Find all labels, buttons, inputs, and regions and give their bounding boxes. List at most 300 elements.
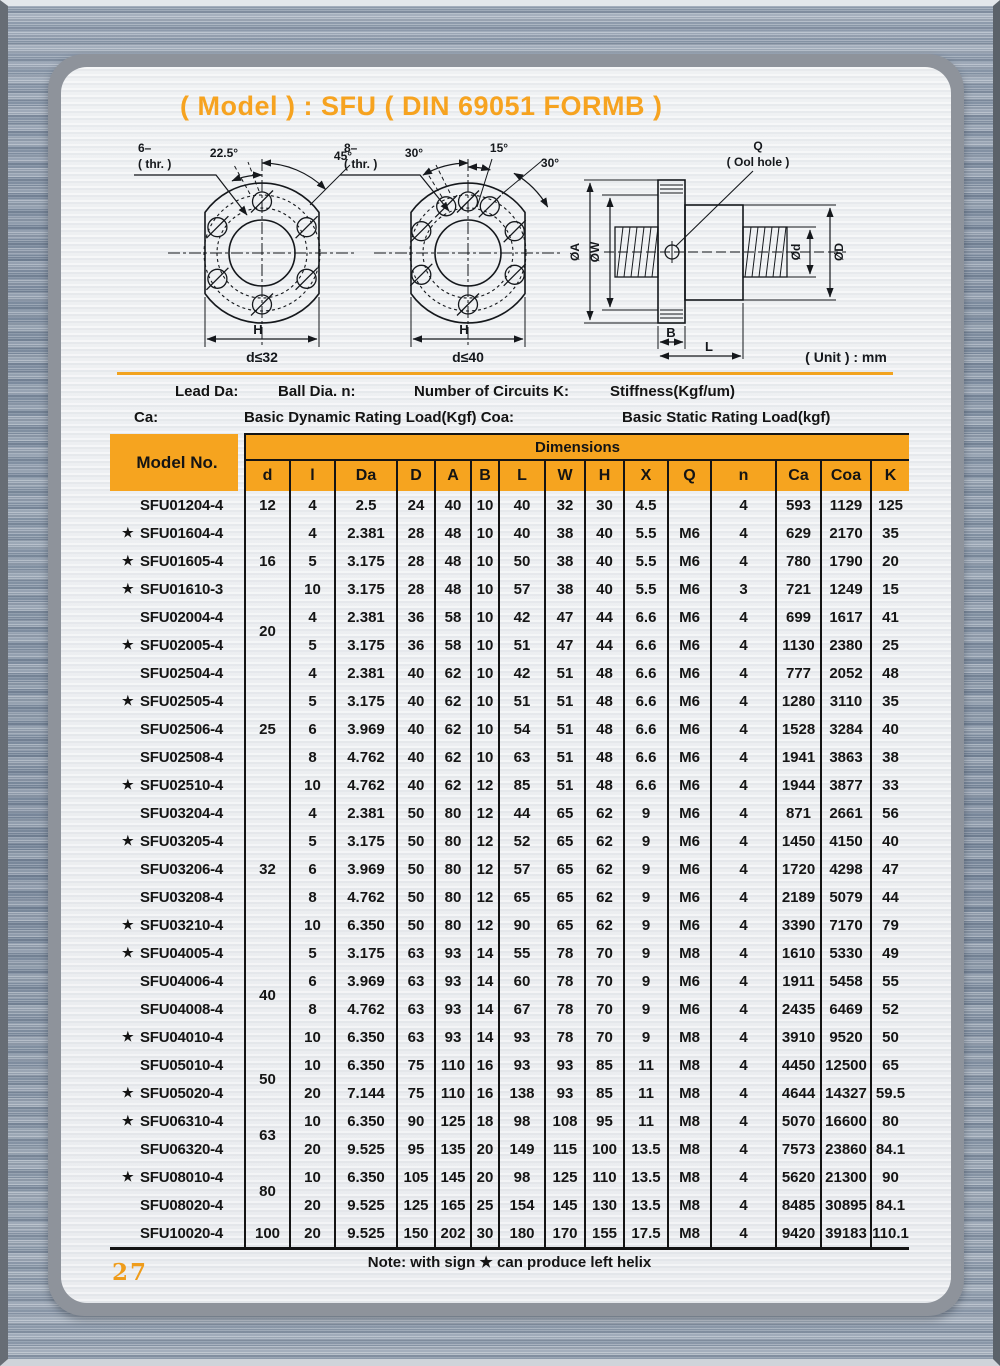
value-cell-A: 48 xyxy=(435,575,471,603)
value-cell-X: 13.5 xyxy=(624,1191,668,1219)
value-cell-Da: 6.350 xyxy=(335,1023,397,1051)
value-cell-n: 4 xyxy=(711,519,776,547)
value-cell-l: 5 xyxy=(290,939,335,967)
d-group-cell: 100 xyxy=(245,1219,290,1249)
value-cell-Da: 3.969 xyxy=(335,715,397,743)
value-cell-X: 17.5 xyxy=(624,1219,668,1249)
model-cell xyxy=(110,1079,245,1107)
value-cell-K: 38 xyxy=(871,743,909,771)
value-cell-Q: M6 xyxy=(668,715,711,743)
value-cell-H: 100 xyxy=(585,1135,624,1163)
value-cell-A: 110 xyxy=(435,1079,471,1107)
value-cell-W: 170 xyxy=(545,1219,585,1249)
model-cell xyxy=(110,1219,245,1249)
value-cell-H: 48 xyxy=(585,715,624,743)
value-cell-B: 18 xyxy=(471,1107,499,1135)
value-cell-Da: 2.381 xyxy=(335,603,397,631)
value-cell-L: 52 xyxy=(499,827,545,855)
value-cell-Da: 3.969 xyxy=(335,967,397,995)
model-no-header: Model No. xyxy=(110,434,245,491)
model-cell xyxy=(110,827,245,855)
value-cell-A: 93 xyxy=(435,1023,471,1051)
col-header-Coa: Coa xyxy=(821,460,871,491)
value-cell-H: 95 xyxy=(585,1107,624,1135)
value-cell-n: 4 xyxy=(711,1107,776,1135)
value-cell-Q: M6 xyxy=(668,995,711,1023)
d-group-cell: 80 xyxy=(245,1163,290,1219)
value-cell-A: 93 xyxy=(435,939,471,967)
value-cell-A: 62 xyxy=(435,659,471,687)
value-cell-l: 20 xyxy=(290,1219,335,1249)
left-flange-angle-large-label: 45° xyxy=(333,149,353,163)
value-cell-X: 5.5 xyxy=(624,519,668,547)
table-row xyxy=(110,883,909,911)
value-cell-Coa: 23860 xyxy=(821,1135,871,1163)
model-number: SFU03204-4 xyxy=(140,804,224,822)
value-cell-D: 36 xyxy=(397,603,435,631)
value-cell-L: 90 xyxy=(499,911,545,939)
value-cell-Q xyxy=(668,491,711,519)
value-cell-D: 28 xyxy=(397,575,435,603)
value-cell-Coa: 14327 xyxy=(821,1079,871,1107)
value-cell-Ca: 1911 xyxy=(776,967,821,995)
value-cell-Coa: 2170 xyxy=(821,519,871,547)
model-number: SFU02004-4 xyxy=(140,608,224,626)
value-cell-K: 48 xyxy=(871,659,909,687)
value-cell-n: 4 xyxy=(711,1023,776,1051)
value-cell-n: 4 xyxy=(711,1163,776,1191)
value-cell-n: 4 xyxy=(711,1219,776,1249)
value-cell-l: 5 xyxy=(290,827,335,855)
value-cell-Da: 7.144 xyxy=(335,1079,397,1107)
model-cell xyxy=(110,1191,245,1219)
value-cell-Da: 3.175 xyxy=(335,575,397,603)
value-cell-B: 10 xyxy=(471,715,499,743)
left-helix-star-icon: ★ xyxy=(122,1084,134,1100)
value-cell-K: 59.5 xyxy=(871,1079,909,1107)
value-cell-L: 40 xyxy=(499,491,545,519)
page-card-rim xyxy=(48,54,964,1316)
value-cell-X: 5.5 xyxy=(624,575,668,603)
model-number: SFU03205-4 xyxy=(140,832,224,850)
value-cell-B: 12 xyxy=(471,827,499,855)
value-cell-K: 56 xyxy=(871,799,909,827)
value-cell-Da: 2.381 xyxy=(335,799,397,827)
value-cell-K: 20 xyxy=(871,547,909,575)
value-cell-A: 80 xyxy=(435,855,471,883)
model-cell xyxy=(110,799,245,827)
value-cell-W: 32 xyxy=(545,491,585,519)
d-group-cell: 50 xyxy=(245,1051,290,1107)
value-cell-n: 4 xyxy=(711,1191,776,1219)
value-cell-X: 5.5 xyxy=(624,547,668,575)
value-cell-Ca: 3390 xyxy=(776,911,821,939)
table-row xyxy=(110,603,909,631)
value-cell-Da: 9.525 xyxy=(335,1135,397,1163)
value-cell-D: 24 xyxy=(397,491,435,519)
value-cell-Da: 3.175 xyxy=(335,547,397,575)
value-cell-n: 4 xyxy=(711,603,776,631)
value-cell-H: 70 xyxy=(585,939,624,967)
value-cell-Ca: 4450 xyxy=(776,1051,821,1079)
value-cell-Coa: 30895 xyxy=(821,1191,871,1219)
value-cell-Ca: 593 xyxy=(776,491,821,519)
value-cell-B: 20 xyxy=(471,1163,499,1191)
model-cell xyxy=(110,1051,245,1079)
value-cell-B: 12 xyxy=(471,799,499,827)
value-cell-H: 70 xyxy=(585,967,624,995)
table-row xyxy=(110,547,909,575)
value-cell-B: 25 xyxy=(471,1191,499,1219)
value-cell-D: 50 xyxy=(397,883,435,911)
value-cell-D: 90 xyxy=(397,1107,435,1135)
value-cell-L: 55 xyxy=(499,939,545,967)
model-cell xyxy=(110,519,245,547)
value-cell-B: 14 xyxy=(471,995,499,1023)
technical-drawings xyxy=(98,131,920,371)
value-cell-n: 4 xyxy=(711,911,776,939)
dia-d-big-label: ØD xyxy=(832,243,846,261)
value-cell-L: 51 xyxy=(499,631,545,659)
value-cell-l: 6 xyxy=(290,967,335,995)
value-cell-K: 84.1 xyxy=(871,1191,909,1219)
value-cell-X: 6.6 xyxy=(624,715,668,743)
value-cell-B: 12 xyxy=(471,855,499,883)
value-cell-Da: 9.525 xyxy=(335,1191,397,1219)
table-row xyxy=(110,1079,909,1107)
d-group-cell: 20 xyxy=(245,603,290,659)
dia-w-label: ØW xyxy=(588,241,602,263)
value-cell-A: 48 xyxy=(435,547,471,575)
value-cell-A: 80 xyxy=(435,799,471,827)
col-header-A: A xyxy=(435,460,471,491)
value-cell-l: 5 xyxy=(290,631,335,659)
mid-flange-h-dim-label: H xyxy=(459,322,469,337)
d-group-cell: 63 xyxy=(245,1107,290,1163)
value-cell-W: 145 xyxy=(545,1191,585,1219)
value-cell-n: 4 xyxy=(711,939,776,967)
value-cell-n: 4 xyxy=(711,631,776,659)
mid-flange-caption: d≤40 xyxy=(452,349,484,365)
table-row xyxy=(110,743,909,771)
left-helix-star-icon: ★ xyxy=(122,776,134,792)
l-dim-label: L xyxy=(705,339,713,354)
model-number: SFU01610-3 xyxy=(140,580,224,598)
model-cell xyxy=(110,771,245,799)
d-group-cell: 40 xyxy=(245,939,290,1051)
value-cell-H: 85 xyxy=(585,1051,624,1079)
model-number: SFU01605-4 xyxy=(140,552,224,570)
value-cell-X: 13.5 xyxy=(624,1135,668,1163)
value-cell-n: 4 xyxy=(711,547,776,575)
value-cell-B: 10 xyxy=(471,575,499,603)
value-cell-X: 9 xyxy=(624,939,668,967)
value-cell-K: 79 xyxy=(871,911,909,939)
value-cell-B: 14 xyxy=(471,939,499,967)
value-cell-l: 10 xyxy=(290,771,335,799)
left-helix-star-icon: ★ xyxy=(122,944,134,960)
table-row xyxy=(110,939,909,967)
value-cell-Q: M8 xyxy=(668,1191,711,1219)
model-cell xyxy=(110,995,245,1023)
table-row xyxy=(110,1135,909,1163)
value-cell-Q: M6 xyxy=(668,659,711,687)
value-cell-n: 4 xyxy=(711,995,776,1023)
value-cell-n: 4 xyxy=(711,799,776,827)
left-helix-star-icon: ★ xyxy=(122,552,134,568)
value-cell-X: 9 xyxy=(624,855,668,883)
page-number: 27 xyxy=(112,1259,149,1286)
value-cell-A: 80 xyxy=(435,883,471,911)
value-cell-Da: 2.381 xyxy=(335,659,397,687)
value-cell-L: 57 xyxy=(499,575,545,603)
value-cell-Ca: 2189 xyxy=(776,883,821,911)
value-cell-Coa: 7170 xyxy=(821,911,871,939)
d-group-cell: 16 xyxy=(245,519,290,603)
table-row xyxy=(110,771,909,799)
value-cell-B: 16 xyxy=(471,1051,499,1079)
value-cell-B: 14 xyxy=(471,967,499,995)
left-helix-star-icon: ★ xyxy=(122,524,134,540)
model-number: SFU02510-4 xyxy=(140,776,224,794)
value-cell-L: 93 xyxy=(499,1051,545,1079)
value-cell-A: 80 xyxy=(435,827,471,855)
value-cell-Q: M6 xyxy=(668,911,711,939)
value-cell-W: 78 xyxy=(545,995,585,1023)
value-cell-H: 48 xyxy=(585,687,624,715)
value-cell-D: 40 xyxy=(397,715,435,743)
value-cell-Da: 4.762 xyxy=(335,995,397,1023)
value-cell-K: 41 xyxy=(871,603,909,631)
value-cell-Q: M6 xyxy=(668,603,711,631)
table-row xyxy=(110,1051,909,1079)
value-cell-D: 50 xyxy=(397,827,435,855)
value-cell-Da: 4.762 xyxy=(335,743,397,771)
model-cell xyxy=(110,631,245,659)
value-cell-l: 4 xyxy=(290,659,335,687)
value-cell-n: 4 xyxy=(711,967,776,995)
table-row xyxy=(110,659,909,687)
value-cell-Ca: 1720 xyxy=(776,855,821,883)
value-cell-W: 65 xyxy=(545,883,585,911)
value-cell-K: 49 xyxy=(871,939,909,967)
oil-hole-sub-label: ( Ool hole ) xyxy=(726,155,790,169)
col-header-l: l xyxy=(290,460,335,491)
value-cell-D: 63 xyxy=(397,939,435,967)
value-cell-L: 93 xyxy=(499,1023,545,1051)
left-flange-angle-small-label: 22.5° xyxy=(209,146,239,160)
model-number: SFU02508-4 xyxy=(140,748,224,766)
col-header-Da: Da xyxy=(335,460,397,491)
value-cell-Ca: 3910 xyxy=(776,1023,821,1051)
value-cell-X: 9 xyxy=(624,827,668,855)
value-cell-B: 10 xyxy=(471,603,499,631)
model-cell xyxy=(110,715,245,743)
value-cell-l: 6 xyxy=(290,715,335,743)
value-cell-X: 11 xyxy=(624,1107,668,1135)
value-cell-A: 62 xyxy=(435,771,471,799)
legend-static: Basic Static Rating Load(kgf) xyxy=(622,409,831,426)
model-number: SFU02505-4 xyxy=(140,692,224,710)
value-cell-H: 40 xyxy=(585,519,624,547)
model-cell xyxy=(110,939,245,967)
value-cell-B: 12 xyxy=(471,911,499,939)
value-cell-L: 98 xyxy=(499,1107,545,1135)
value-cell-Coa: 5079 xyxy=(821,883,871,911)
value-cell-L: 180 xyxy=(499,1219,545,1249)
left-helix-star-icon: ★ xyxy=(122,692,134,708)
value-cell-D: 40 xyxy=(397,659,435,687)
value-cell-L: 85 xyxy=(499,771,545,799)
left-helix-star-icon: ★ xyxy=(122,1028,134,1044)
value-cell-Q: M8 xyxy=(668,1051,711,1079)
value-cell-H: 62 xyxy=(585,799,624,827)
value-cell-X: 6.6 xyxy=(624,687,668,715)
col-header-K: K xyxy=(871,460,909,491)
value-cell-H: 62 xyxy=(585,855,624,883)
value-cell-Coa: 1790 xyxy=(821,547,871,575)
value-cell-L: 149 xyxy=(499,1135,545,1163)
value-cell-n: 4 xyxy=(711,855,776,883)
table-row xyxy=(110,1191,909,1219)
left-flange-callout-count: 6– xyxy=(138,141,152,155)
value-cell-B: 30 xyxy=(471,1219,499,1249)
value-cell-Ca: 721 xyxy=(776,575,821,603)
value-cell-H: 48 xyxy=(585,771,624,799)
value-cell-L: 138 xyxy=(499,1079,545,1107)
value-cell-A: 93 xyxy=(435,967,471,995)
legend-lead: Lead Da: xyxy=(175,383,239,400)
value-cell-X: 6.6 xyxy=(624,603,668,631)
value-cell-K: 125 xyxy=(871,491,909,519)
table-row xyxy=(110,1163,909,1191)
page-card xyxy=(61,67,951,1303)
value-cell-n: 4 xyxy=(711,771,776,799)
value-cell-L: 63 xyxy=(499,743,545,771)
value-cell-n: 4 xyxy=(711,883,776,911)
dia-d-small-label: Ød xyxy=(789,243,803,261)
value-cell-X: 6.6 xyxy=(624,631,668,659)
model-cell xyxy=(110,1135,245,1163)
model-cell xyxy=(110,1163,245,1191)
value-cell-K: 65 xyxy=(871,1051,909,1079)
value-cell-K: 55 xyxy=(871,967,909,995)
value-cell-L: 54 xyxy=(499,715,545,743)
value-cell-B: 10 xyxy=(471,491,499,519)
value-cell-l: 4 xyxy=(290,519,335,547)
value-cell-K: 47 xyxy=(871,855,909,883)
value-cell-A: 135 xyxy=(435,1135,471,1163)
value-cell-L: 67 xyxy=(499,995,545,1023)
value-cell-Coa: 39183 xyxy=(821,1219,871,1249)
value-cell-X: 9 xyxy=(624,911,668,939)
model-number: SFU02506-4 xyxy=(140,720,224,738)
value-cell-D: 63 xyxy=(397,995,435,1023)
value-cell-n: 4 xyxy=(711,659,776,687)
value-cell-H: 70 xyxy=(585,995,624,1023)
left-helix-star-icon: ★ xyxy=(122,832,134,848)
mid-flange-callout-thr: ( thr. ) xyxy=(344,157,378,171)
value-cell-Ca: 7573 xyxy=(776,1135,821,1163)
value-cell-X: 13.5 xyxy=(624,1163,668,1191)
col-header-L: L xyxy=(499,460,545,491)
value-cell-K: 44 xyxy=(871,883,909,911)
value-cell-W: 47 xyxy=(545,631,585,659)
value-cell-Q: M8 xyxy=(668,1135,711,1163)
value-cell-X: 11 xyxy=(624,1079,668,1107)
value-cell-B: 14 xyxy=(471,1023,499,1051)
value-cell-D: 40 xyxy=(397,743,435,771)
dia-a-label: ØA xyxy=(568,243,582,261)
value-cell-A: 110 xyxy=(435,1051,471,1079)
value-cell-D: 50 xyxy=(397,855,435,883)
col-header-H: H xyxy=(585,460,624,491)
model-cell xyxy=(110,575,245,603)
value-cell-Coa: 3284 xyxy=(821,715,871,743)
value-cell-n: 4 xyxy=(711,1079,776,1107)
model-cell xyxy=(110,967,245,995)
left-helix-star-icon: ★ xyxy=(122,1112,134,1128)
value-cell-H: 48 xyxy=(585,659,624,687)
value-cell-n: 4 xyxy=(711,743,776,771)
value-cell-Ca: 1450 xyxy=(776,827,821,855)
value-cell-A: 80 xyxy=(435,911,471,939)
model-cell xyxy=(110,911,245,939)
value-cell-Q: M6 xyxy=(668,575,711,603)
value-cell-Ca: 699 xyxy=(776,603,821,631)
value-cell-l: 5 xyxy=(290,687,335,715)
value-cell-W: 65 xyxy=(545,799,585,827)
mid-flange-drawing xyxy=(340,159,562,347)
model-number: SFU03206-4 xyxy=(140,860,224,878)
value-cell-W: 108 xyxy=(545,1107,585,1135)
value-cell-H: 30 xyxy=(585,491,624,519)
model-number: SFU04006-4 xyxy=(140,972,224,990)
value-cell-Da: 4.762 xyxy=(335,883,397,911)
value-cell-A: 145 xyxy=(435,1163,471,1191)
value-cell-D: 28 xyxy=(397,547,435,575)
table-row xyxy=(110,491,909,519)
value-cell-n: 3 xyxy=(711,575,776,603)
value-cell-Ca: 1610 xyxy=(776,939,821,967)
value-cell-Da: 6.350 xyxy=(335,1163,397,1191)
value-cell-W: 51 xyxy=(545,771,585,799)
left-flange-drawing xyxy=(134,159,356,347)
model-number: SFU05020-4 xyxy=(140,1084,224,1102)
b-dim-label: B xyxy=(666,325,676,340)
value-cell-K: 84.1 xyxy=(871,1135,909,1163)
value-cell-B: 10 xyxy=(471,687,499,715)
value-cell-D: 28 xyxy=(397,519,435,547)
value-cell-H: 62 xyxy=(585,827,624,855)
col-header-n: n xyxy=(711,460,776,491)
value-cell-l: 8 xyxy=(290,995,335,1023)
value-cell-L: 42 xyxy=(499,659,545,687)
model-number: SFU02504-4 xyxy=(140,664,224,682)
page-title: ( Model ) : SFU ( DIN 69051 FORMB ) xyxy=(180,91,663,121)
model-number: SFU02005-4 xyxy=(140,636,224,654)
value-cell-L: 57 xyxy=(499,855,545,883)
value-cell-K: 35 xyxy=(871,519,909,547)
model-cell xyxy=(110,743,245,771)
value-cell-A: 48 xyxy=(435,519,471,547)
value-cell-Ca: 4644 xyxy=(776,1079,821,1107)
value-cell-Q: M6 xyxy=(668,855,711,883)
value-cell-H: 40 xyxy=(585,547,624,575)
value-cell-K: 40 xyxy=(871,715,909,743)
left-helix-star-icon: ★ xyxy=(122,636,134,652)
value-cell-Ca: 1941 xyxy=(776,743,821,771)
